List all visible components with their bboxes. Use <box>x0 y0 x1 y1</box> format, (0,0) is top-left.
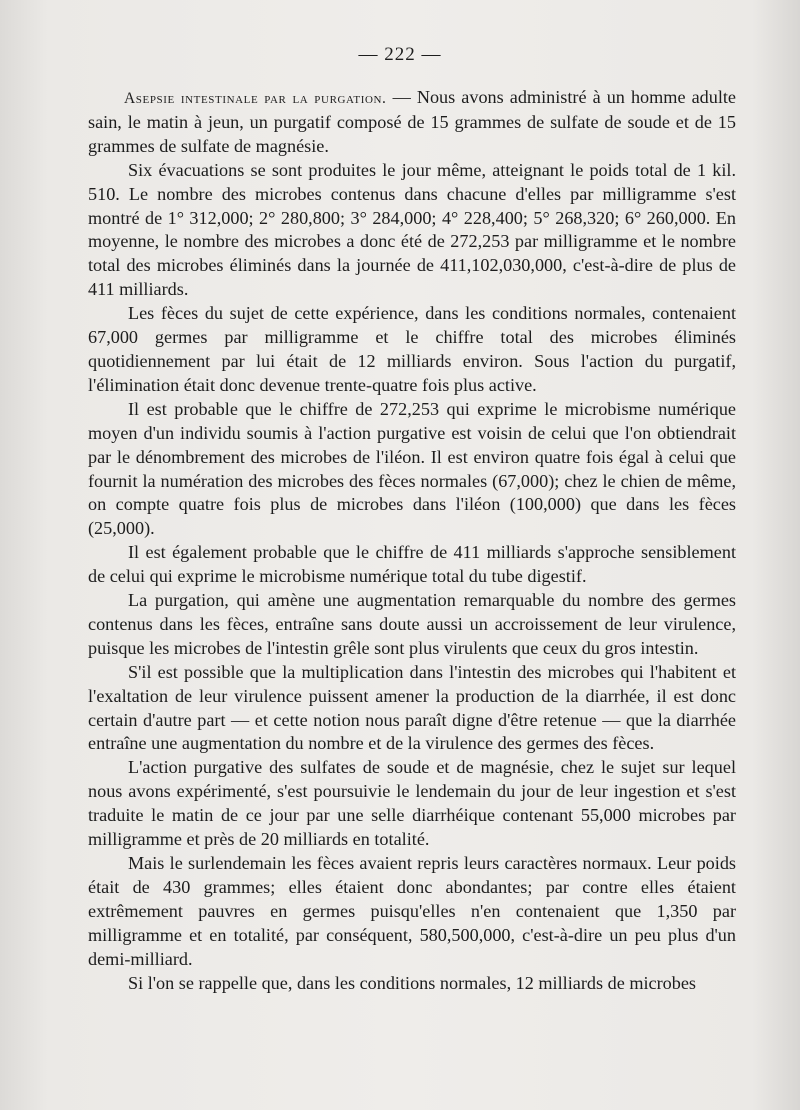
paragraph: L'action purgative des sulfates de soude et de magnésie, chez le sujet sur lequel nous avons expérimenté, s'est poursuivie le lendemain du jour de leur ingestion et s'est traduite le matin de ce jour par une selle diarrhéique contenant 55,000 microbes par milligramme et près de 20 milliards en totalité. <box>88 757 736 850</box>
paragraph: La purgation, qui amène une augmentation remarquable du nombre des germes contenus dans les fèces, entraîne sans doute aussi un accroissement de leur virulence, puisque les microbes de l'intestin grêle sont plus virulents que ceux du gros intestin. <box>88 590 736 658</box>
paragraph: S'il est possible que la multiplication dans l'intestin des microbes qui l'habitent et l'exaltation de leur virulence puissent amener la production de la diarrhée, il est donc certain d'autre part — et cette notion nous paraît digne d'être retenue — que la diarrhée entraîne une augmentation du nombre et de la virulence des germes des fèces. <box>88 661 736 754</box>
body-text <box>88 86 736 995</box>
section-heading: Asepsie intestinale par la purgation. <box>124 90 387 107</box>
paragraph: Les fèces du sujet de cette expérience, dans les conditions normales, contenaient 67,000 germes par milligramme et le chiffre total des microbes éliminés quotidiennement par lui était de 12 milliards environ. Sous l'action du purgatif, l'élimination était donc devenue trente-quatre fois plus active. <box>88 303 736 395</box>
paragraph: Six évacuations se sont produites le jour même, atteignant le poids total de 1 kil. 510. Le nombre des microbes contenus dans chacune d'elles par milligramme s'est montré de 1° 312,000; 2° 280,800; 3° 284,000; 4° 228,400; 5° 268,320; 6° 260,000. En moyenne, le nombre des microbes a donc été de 272,253 par milligramme et le nombre total des microbes éliminés dans la journée de 411,102,030,000, c'est-à-dire de plus de 411 milliards. <box>88 159 736 300</box>
paragraph: Si l'on se rappelle que, dans les conditions normales, 12 milliards de microbes <box>128 972 696 993</box>
paragraph-text: — Nous avons administré à un homme adulte sain, le matin à jeun, un purgatif composé de 15 grammes de sulfate de soude et de 15 grammes de sulfate de magnésie. <box>88 87 737 156</box>
paragraph: Il est également probable que le chiffre de 411 milliards s'approche sensiblement de celui qui exprime le microbisme numérique total du tube digestif. <box>88 542 736 587</box>
page-number: — 222 — <box>358 44 442 65</box>
paragraph <box>88 86 736 159</box>
paragraph: Mais le surlendemain les fèces avaient repris leurs caractères normaux. Leur poids était de 430 grammes; elles étaient donc abondantes; par contre elles étaient extrêmement pauvres en germes puisqu'elles n'en contenaient que 1,350 par milligramme et en totalité, par conséquent, 580,500,000, c'est-à-dire un peu plus d'un demi-milliard. <box>88 853 736 969</box>
paragraph: Il est probable que le chiffre de 272,253 qui exprime le microbisme numérique moyen d'un individu soumis à l'action purgative est voisin de celui que l'on obtiendrait par le dénombrement des microbes de l'iléon. Il est environ quatre fois égal à celui que fournit la numération des microbes des fèces normales (67,000); chez le chien de même, on compte quatre fois plus de microbes dans l'iléon (100,000) que dans les fèces (25,000). <box>88 398 736 539</box>
